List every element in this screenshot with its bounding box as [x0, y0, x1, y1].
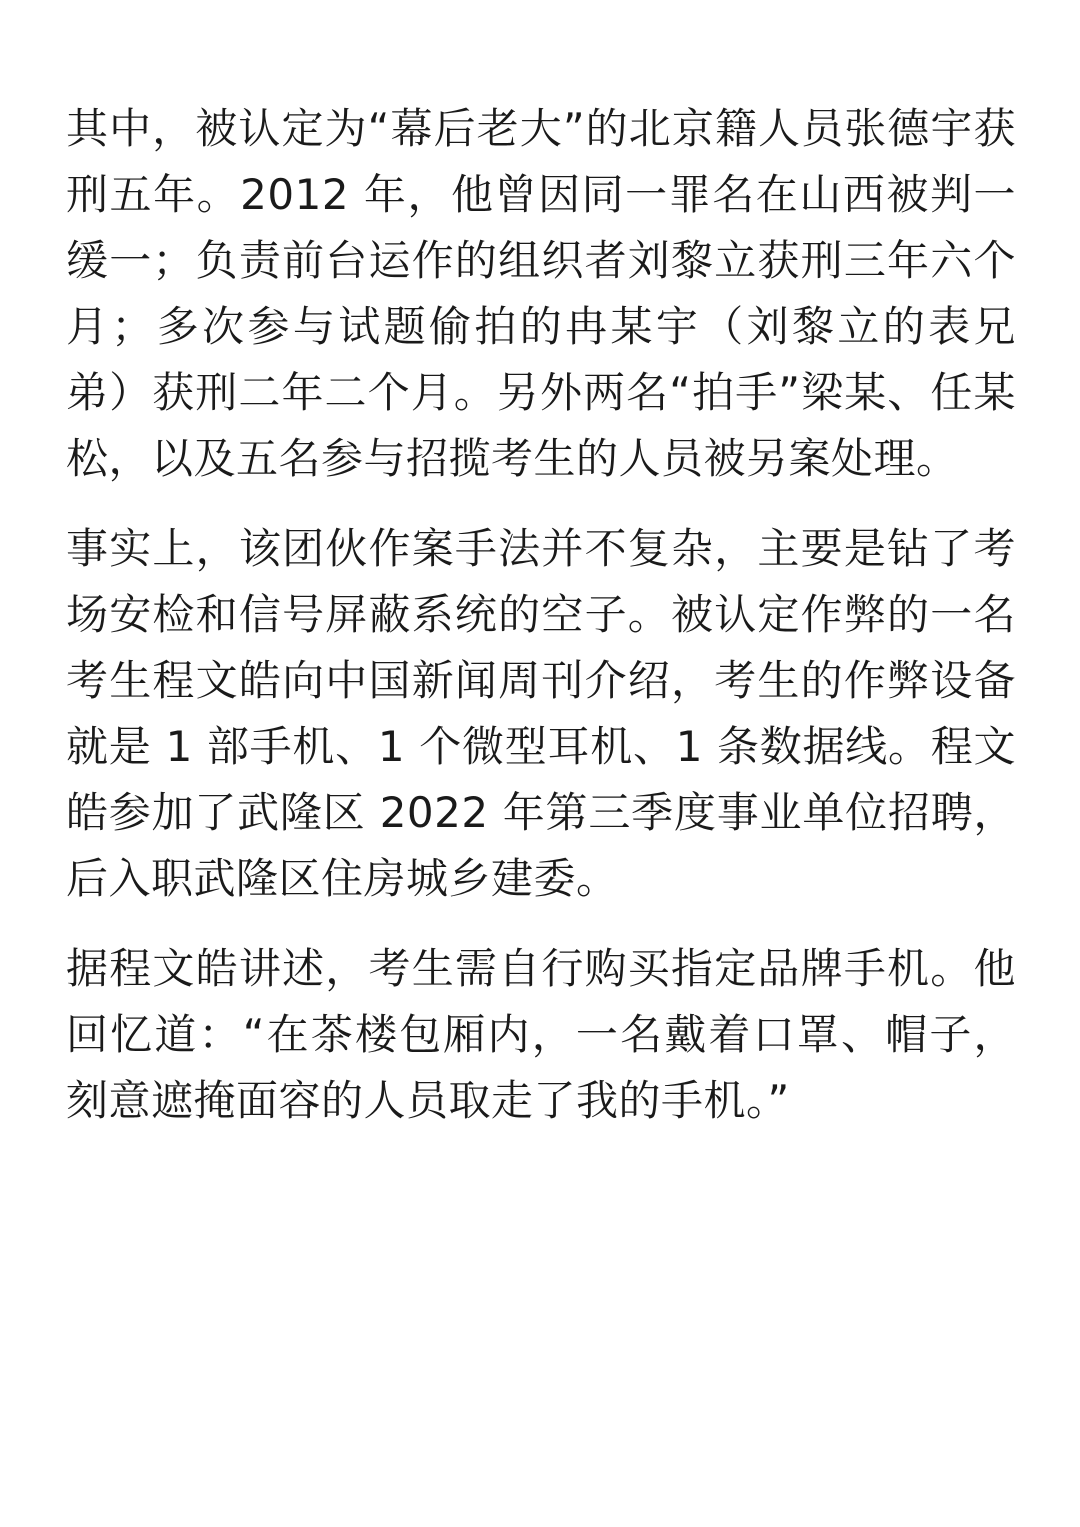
paragraph-method: 事实上，该团伙作案手法并不复杂，主要是钻了考场安检和信号屏蔽系统的空子。被认定作弊的一名考生程文皓向中国新闻周刊介绍，考生的作弊设备就是 1 部手机、1 个微型耳机、1 条数据线。程文皓参加了武隆区 2022 年第三季度事业单位招聘，后入职武隆区住房城乡建委。	[66, 524, 1016, 903]
paragraph-testimony: 据程文皓讲述，考生需自行购买指定品牌手机。他回忆道：“在茶楼包厢内，一名戴着口罩、帽子，刻意遮掩面容的人员取走了我的手机。”	[66, 944, 1016, 1125]
paragraph-sentencing: 其中，被认定为“幕后老大”的北京籍人员张德宇获刑五年。2012 年，他曾因同一罪名在山西被判一缓一；负责前台运作的组织者刘黎立获刑三年六个月；多次参与试题偷拍的冉某宇（刘黎立的表兄弟）获刑二年二个月。另外两名“拍手”梁某、任某松，以及五名参与招揽考生的人员被另案处理。	[66, 104, 1016, 483]
article-body	[66, 96, 1016, 1158]
